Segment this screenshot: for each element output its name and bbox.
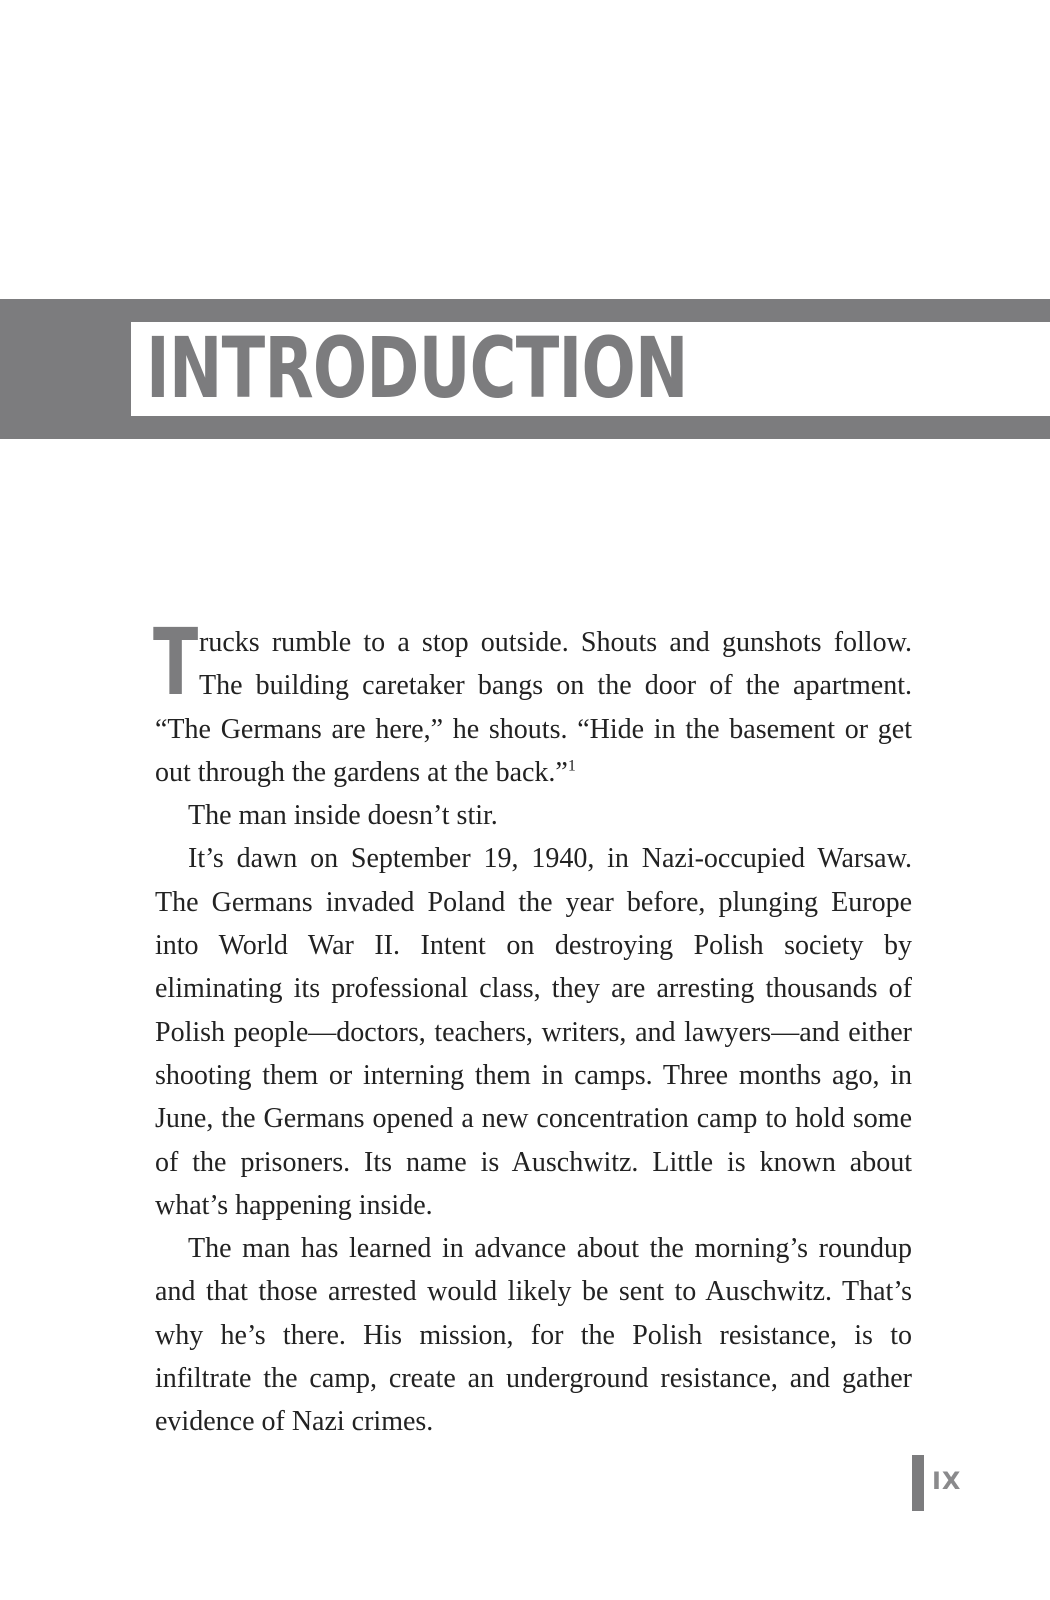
paragraph-1 (153, 609, 912, 794)
body-text (153, 609, 912, 1444)
folio-bar (912, 1455, 924, 1511)
paragraph-2: The man inside doesn’t stir. (188, 800, 498, 832)
paragraph-1-text: rucks rumble to a stop outside. Shouts and gunshots follow. The building caretaker bangs on the door of the apartment. “The Germans are here,” he shouts. “Hide in the basement or get out through the gardens at the back.” (155, 627, 912, 788)
chapter-title: INTRODUCTION (146, 319, 688, 417)
footnote-reference[interactable]: 1 (567, 757, 576, 775)
paragraph-3: It’s dawn on September 19, 1940, in Nazi-occupied Warsaw. The Germans invaded Poland the year before, plunging Europe into World War II. Intent on destroying Polish society by eliminating its professional class, they are arresting thousands of Polish people—doctors, teachers, writers, and lawyers—and either shooting them or interning them in camps. Three months ago, in June, the Germans opened a new concentration camp to hold some of the prisoners. Its name is Auschwitz. Little is known about what’s happening inside. (155, 843, 912, 1221)
drop-cap: T (153, 609, 199, 716)
page-number: IX (932, 1467, 962, 1495)
paragraph-4: The man has learned in advance about the morning’s roundup and that those arrested would likely be sent to Auschwitz. That’s why he’s there. His mission, for the Polish resistance, is to infiltrate the camp, create an underground resistance, and gather evidence of Nazi crimes. (155, 1233, 912, 1438)
